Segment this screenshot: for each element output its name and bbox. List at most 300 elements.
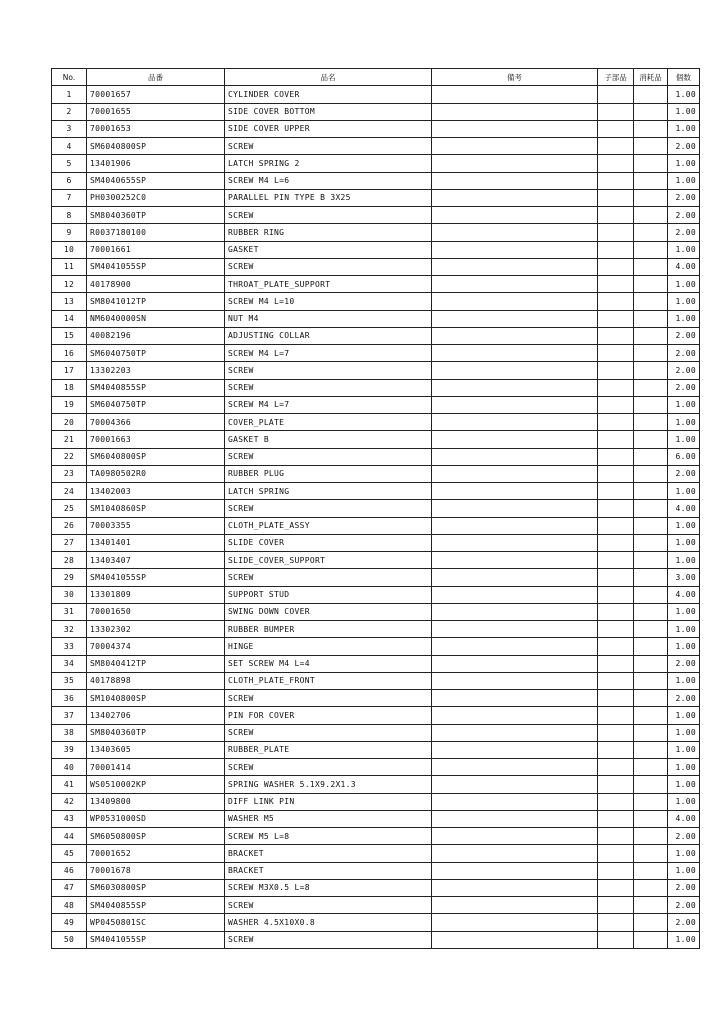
quantity: 2.00 — [668, 138, 700, 155]
part-name: SCREW M4 L=7 — [225, 396, 432, 413]
table-row — [52, 759, 700, 776]
consumable-cell — [634, 810, 668, 827]
sub-part-cell — [598, 828, 634, 845]
sub-part-cell — [598, 224, 634, 241]
part-name: SCREW — [225, 379, 432, 396]
consumable-cell — [634, 931, 668, 948]
consumable-cell — [634, 379, 668, 396]
sub-part-cell — [598, 379, 634, 396]
remarks-cell — [432, 155, 598, 172]
table-row — [52, 448, 700, 465]
part-number: SM6030800SP — [87, 879, 225, 896]
header-part-number: 品番 — [87, 69, 225, 86]
row-number: 29 — [52, 569, 87, 586]
part-number: PH0300252C0 — [87, 189, 225, 206]
quantity: 1.00 — [668, 741, 700, 758]
consumable-cell — [634, 879, 668, 896]
row-number: 4 — [52, 138, 87, 155]
table-row — [52, 276, 700, 293]
quantity: 4.00 — [668, 258, 700, 275]
consumable-cell — [634, 103, 668, 120]
quantity: 1.00 — [668, 414, 700, 431]
remarks-cell — [432, 759, 598, 776]
part-name: SLIDE_COVER_SUPPORT — [225, 552, 432, 569]
sub-part-cell — [598, 276, 634, 293]
quantity: 2.00 — [668, 362, 700, 379]
sub-part-cell — [598, 879, 634, 896]
part-name: BRACKET — [225, 845, 432, 862]
row-number: 13 — [52, 293, 87, 310]
sub-part-cell — [598, 638, 634, 655]
sub-part-cell — [598, 362, 634, 379]
part-number: SM8040360TP — [87, 724, 225, 741]
table-row — [52, 207, 700, 224]
quantity: 2.00 — [668, 828, 700, 845]
remarks-cell — [432, 189, 598, 206]
table-row — [52, 138, 700, 155]
remarks-cell — [432, 724, 598, 741]
table-row — [52, 483, 700, 500]
part-name: SCREW — [225, 500, 432, 517]
table-row — [52, 810, 700, 827]
table-row — [52, 914, 700, 931]
row-number: 9 — [52, 224, 87, 241]
part-number: 13402706 — [87, 707, 225, 724]
quantity: 1.00 — [668, 603, 700, 620]
remarks-cell — [432, 897, 598, 914]
row-number: 22 — [52, 448, 87, 465]
quantity: 1.00 — [668, 707, 700, 724]
row-number: 39 — [52, 741, 87, 758]
quantity: 1.00 — [668, 276, 700, 293]
row-number: 41 — [52, 776, 87, 793]
part-name: SCREW M3X0.5 L=8 — [225, 879, 432, 896]
part-number: SM6040800SP — [87, 138, 225, 155]
row-number: 50 — [52, 931, 87, 948]
quantity: 2.00 — [668, 465, 700, 482]
consumable-cell — [634, 448, 668, 465]
quantity: 2.00 — [668, 914, 700, 931]
remarks-cell — [432, 414, 598, 431]
part-number: SM4041055SP — [87, 931, 225, 948]
row-number: 38 — [52, 724, 87, 741]
quantity: 1.00 — [668, 120, 700, 137]
part-number: 70003355 — [87, 517, 225, 534]
sub-part-cell — [598, 931, 634, 948]
sub-part-cell — [598, 552, 634, 569]
quantity: 4.00 — [668, 810, 700, 827]
row-number: 43 — [52, 810, 87, 827]
row-number: 18 — [52, 379, 87, 396]
consumable-cell — [634, 276, 668, 293]
row-number: 12 — [52, 276, 87, 293]
part-name: RUBBER_PLATE — [225, 741, 432, 758]
sub-part-cell — [598, 586, 634, 603]
part-name: RUBBER RING — [225, 224, 432, 241]
header-sub-part: 子部品 — [598, 69, 634, 86]
part-number: SM4040855SP — [87, 379, 225, 396]
sub-part-cell — [598, 172, 634, 189]
sub-part-cell — [598, 500, 634, 517]
row-number: 34 — [52, 655, 87, 672]
consumable-cell — [634, 207, 668, 224]
table-row — [52, 258, 700, 275]
quantity: 1.00 — [668, 552, 700, 569]
part-name: SIDE COVER BOTTOM — [225, 103, 432, 120]
part-number: 70001650 — [87, 603, 225, 620]
sub-part-cell — [598, 258, 634, 275]
part-number: 70004366 — [87, 414, 225, 431]
remarks-cell — [432, 241, 598, 258]
consumable-cell — [634, 862, 668, 879]
part-name: SCREW — [225, 207, 432, 224]
quantity: 1.00 — [668, 103, 700, 120]
table-row — [52, 379, 700, 396]
row-number: 19 — [52, 396, 87, 413]
sub-part-cell — [598, 483, 634, 500]
remarks-cell — [432, 879, 598, 896]
consumable-cell — [634, 621, 668, 638]
remarks-cell — [432, 120, 598, 137]
header-row — [52, 69, 700, 86]
consumable-cell — [634, 155, 668, 172]
consumable-cell — [634, 120, 668, 137]
row-number: 28 — [52, 552, 87, 569]
part-number: 40178898 — [87, 672, 225, 689]
consumable-cell — [634, 310, 668, 327]
consumable-cell — [634, 776, 668, 793]
part-name: THROAT_PLATE_SUPPORT — [225, 276, 432, 293]
consumable-cell — [634, 569, 668, 586]
part-name: COVER_PLATE — [225, 414, 432, 431]
row-number: 45 — [52, 845, 87, 862]
sub-part-cell — [598, 310, 634, 327]
quantity: 1.00 — [668, 793, 700, 810]
quantity: 1.00 — [668, 621, 700, 638]
quantity: 1.00 — [668, 396, 700, 413]
part-name: BRACKET — [225, 862, 432, 879]
table-row — [52, 793, 700, 810]
part-name: CYLINDER COVER — [225, 86, 432, 103]
remarks-cell — [432, 103, 598, 120]
table-row — [52, 172, 700, 189]
table-row — [52, 345, 700, 362]
sub-part-cell — [598, 155, 634, 172]
remarks-cell — [432, 862, 598, 879]
part-name: SLIDE COVER — [225, 534, 432, 551]
quantity: 2.00 — [668, 379, 700, 396]
quantity: 2.00 — [668, 345, 700, 362]
consumable-cell — [634, 483, 668, 500]
table-row — [52, 465, 700, 482]
remarks-cell — [432, 534, 598, 551]
quantity: 2.00 — [668, 879, 700, 896]
row-number: 6 — [52, 172, 87, 189]
quantity: 2.00 — [668, 224, 700, 241]
remarks-cell — [432, 690, 598, 707]
quantity: 4.00 — [668, 586, 700, 603]
part-name: SIDE COVER UPPER — [225, 120, 432, 137]
sub-part-cell — [598, 465, 634, 482]
consumable-cell — [634, 603, 668, 620]
remarks-cell — [432, 258, 598, 275]
consumable-cell — [634, 189, 668, 206]
part-name: ADJUSTING COLLAR — [225, 327, 432, 344]
row-number: 36 — [52, 690, 87, 707]
part-name: CLOTH_PLATE_ASSY — [225, 517, 432, 534]
remarks-cell — [432, 345, 598, 362]
row-number: 49 — [52, 914, 87, 931]
table-row — [52, 603, 700, 620]
part-number: 13401401 — [87, 534, 225, 551]
quantity: 1.00 — [668, 431, 700, 448]
part-name: WASHER 4.5X10X0.8 — [225, 914, 432, 931]
row-number: 20 — [52, 414, 87, 431]
table-row — [52, 931, 700, 948]
header-part-name: 品名 — [225, 69, 432, 86]
quantity: 1.00 — [668, 845, 700, 862]
part-number: 70001653 — [87, 120, 225, 137]
table-row — [52, 897, 700, 914]
quantity: 1.00 — [668, 483, 700, 500]
consumable-cell — [634, 828, 668, 845]
part-name: SWING DOWN COVER — [225, 603, 432, 620]
row-number: 11 — [52, 258, 87, 275]
row-number: 40 — [52, 759, 87, 776]
part-name: GASKET — [225, 241, 432, 258]
table-row — [52, 362, 700, 379]
row-number: 3 — [52, 120, 87, 137]
consumable-cell — [634, 138, 668, 155]
sub-part-cell — [598, 793, 634, 810]
table-row — [52, 241, 700, 258]
consumable-cell — [634, 396, 668, 413]
remarks-cell — [432, 465, 598, 482]
remarks-cell — [432, 276, 598, 293]
sub-part-cell — [598, 103, 634, 120]
row-number: 33 — [52, 638, 87, 655]
consumable-cell — [634, 465, 668, 482]
sub-part-cell — [598, 603, 634, 620]
consumable-cell — [634, 586, 668, 603]
consumable-cell — [634, 517, 668, 534]
part-number: 13403605 — [87, 741, 225, 758]
part-name: SCREW — [225, 759, 432, 776]
table-row — [52, 431, 700, 448]
sub-part-cell — [598, 845, 634, 862]
part-number: 13401906 — [87, 155, 225, 172]
quantity: 1.00 — [668, 931, 700, 948]
consumable-cell — [634, 258, 668, 275]
part-number: 40178900 — [87, 276, 225, 293]
remarks-cell — [432, 431, 598, 448]
part-name: SUPPORT STUD — [225, 586, 432, 603]
row-number: 44 — [52, 828, 87, 845]
table-row — [52, 103, 700, 120]
sub-part-cell — [598, 207, 634, 224]
remarks-cell — [432, 603, 598, 620]
table-row — [52, 86, 700, 103]
sub-part-cell — [598, 621, 634, 638]
part-number: 13301809 — [87, 586, 225, 603]
sub-part-cell — [598, 327, 634, 344]
consumable-cell — [634, 414, 668, 431]
part-number: SM4041055SP — [87, 258, 225, 275]
part-number: 70001655 — [87, 103, 225, 120]
part-name: DIFF LINK PIN — [225, 793, 432, 810]
quantity: 6.00 — [668, 448, 700, 465]
quantity: 1.00 — [668, 638, 700, 655]
sub-part-cell — [598, 431, 634, 448]
quantity: 3.00 — [668, 569, 700, 586]
part-name: HINGE — [225, 638, 432, 655]
header-quantity: 個数 — [668, 69, 700, 86]
table-row — [52, 586, 700, 603]
part-number: 13302203 — [87, 362, 225, 379]
quantity: 1.00 — [668, 310, 700, 327]
part-number: SM4040655SP — [87, 172, 225, 189]
consumable-cell — [634, 655, 668, 672]
parts-table-body — [52, 86, 700, 949]
quantity: 1.00 — [668, 155, 700, 172]
consumable-cell — [634, 431, 668, 448]
remarks-cell — [432, 672, 598, 689]
remarks-cell — [432, 638, 598, 655]
quantity: 4.00 — [668, 500, 700, 517]
part-number: 13403407 — [87, 552, 225, 569]
part-name: SCREW M4 L=10 — [225, 293, 432, 310]
quantity: 1.00 — [668, 776, 700, 793]
sub-part-cell — [598, 741, 634, 758]
part-number: 13402003 — [87, 483, 225, 500]
row-number: 8 — [52, 207, 87, 224]
sub-part-cell — [598, 672, 634, 689]
row-number: 17 — [52, 362, 87, 379]
table-row — [52, 552, 700, 569]
table-row — [52, 500, 700, 517]
remarks-cell — [432, 931, 598, 948]
part-number: SM8041012TP — [87, 293, 225, 310]
remarks-cell — [432, 483, 598, 500]
row-number: 21 — [52, 431, 87, 448]
remarks-cell — [432, 586, 598, 603]
row-number: 30 — [52, 586, 87, 603]
table-row — [52, 828, 700, 845]
part-name: PARALLEL PIN TYPE B 3X25 — [225, 189, 432, 206]
header-no: No. — [52, 69, 87, 86]
row-number: 1 — [52, 86, 87, 103]
part-number: SM8040360TP — [87, 207, 225, 224]
part-number: SM6040800SP — [87, 448, 225, 465]
remarks-cell — [432, 448, 598, 465]
quantity: 1.00 — [668, 534, 700, 551]
table-row — [52, 862, 700, 879]
remarks-cell — [432, 293, 598, 310]
part-number: TA0980502R0 — [87, 465, 225, 482]
consumable-cell — [634, 500, 668, 517]
part-number: SM1040860SP — [87, 500, 225, 517]
row-number: 42 — [52, 793, 87, 810]
consumable-cell — [634, 362, 668, 379]
row-number: 31 — [52, 603, 87, 620]
consumable-cell — [634, 327, 668, 344]
part-number: 70001678 — [87, 862, 225, 879]
remarks-cell — [432, 793, 598, 810]
quantity: 2.00 — [668, 327, 700, 344]
part-name: GASKET B — [225, 431, 432, 448]
part-name: SCREW M4 L=6 — [225, 172, 432, 189]
sub-part-cell — [598, 414, 634, 431]
part-name: SCREW — [225, 569, 432, 586]
part-name: LATCH SPRING — [225, 483, 432, 500]
part-name: RUBBER BUMPER — [225, 621, 432, 638]
sub-part-cell — [598, 241, 634, 258]
part-number: SM1040800SP — [87, 690, 225, 707]
consumable-cell — [634, 759, 668, 776]
row-number: 46 — [52, 862, 87, 879]
part-name: RUBBER PLUG — [225, 465, 432, 482]
table-row — [52, 224, 700, 241]
table-row — [52, 155, 700, 172]
sub-part-cell — [598, 776, 634, 793]
sub-part-cell — [598, 293, 634, 310]
remarks-cell — [432, 914, 598, 931]
table-row — [52, 293, 700, 310]
part-number: 70004374 — [87, 638, 225, 655]
table-row — [52, 690, 700, 707]
header-remarks: 備考 — [432, 69, 598, 86]
row-number: 47 — [52, 879, 87, 896]
remarks-cell — [432, 310, 598, 327]
row-number: 7 — [52, 189, 87, 206]
row-number: 23 — [52, 465, 87, 482]
row-number: 27 — [52, 534, 87, 551]
consumable-cell — [634, 224, 668, 241]
consumable-cell — [634, 172, 668, 189]
part-name: CLOTH_PLATE_FRONT — [225, 672, 432, 689]
remarks-cell — [432, 224, 598, 241]
sub-part-cell — [598, 655, 634, 672]
sub-part-cell — [598, 914, 634, 931]
remarks-cell — [432, 500, 598, 517]
sub-part-cell — [598, 724, 634, 741]
part-name: LATCH SPRING 2 — [225, 155, 432, 172]
sub-part-cell — [598, 396, 634, 413]
table-row — [52, 707, 700, 724]
table-row — [52, 517, 700, 534]
sub-part-cell — [598, 534, 634, 551]
quantity: 1.00 — [668, 172, 700, 189]
sub-part-cell — [598, 138, 634, 155]
quantity: 1.00 — [668, 672, 700, 689]
consumable-cell — [634, 345, 668, 362]
consumable-cell — [634, 241, 668, 258]
remarks-cell — [432, 172, 598, 189]
consumable-cell — [634, 793, 668, 810]
part-number: SM4040855SP — [87, 897, 225, 914]
part-name: NUT M4 — [225, 310, 432, 327]
remarks-cell — [432, 655, 598, 672]
row-number: 15 — [52, 327, 87, 344]
sub-part-cell — [598, 707, 634, 724]
remarks-cell — [432, 362, 598, 379]
remarks-cell — [432, 621, 598, 638]
remarks-cell — [432, 396, 598, 413]
sub-part-cell — [598, 86, 634, 103]
part-number: NM6040000SN — [87, 310, 225, 327]
row-number: 14 — [52, 310, 87, 327]
remarks-cell — [432, 86, 598, 103]
